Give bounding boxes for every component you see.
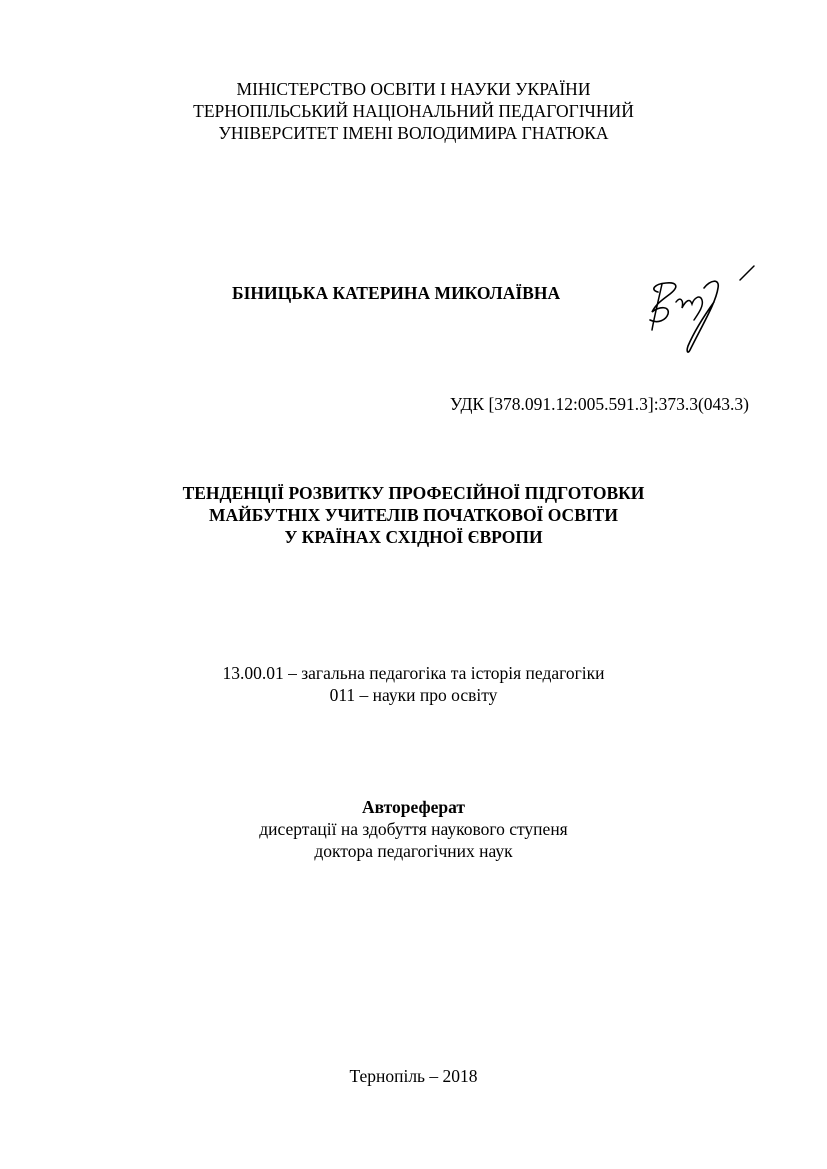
specialties [0, 662, 827, 706]
document-type-heading: Автореферат [362, 797, 465, 817]
ministry-line-3: УНІВЕРСИТЕТ ІМЕНІ ВОЛОДИМИРА ГНАТЮКА [218, 123, 609, 143]
document-type-line-2: доктора педагогічних наук [314, 841, 513, 861]
signature-icon [640, 262, 760, 357]
ministry-line-1: МІНІСТЕРСТВО ОСВІТИ І НАУКИ УКРАЇНИ [236, 79, 591, 99]
title-line-1: ТЕНДЕНЦІЇ РОЗВИТКУ ПРОФЕСІЙНОЇ ПІДГОТОВКИ [182, 483, 645, 503]
place-and-year: Тернопіль – 2018 [349, 1066, 478, 1086]
ministry-line-2: ТЕРНОПІЛЬСЬКИЙ НАЦІОНАЛЬНИЙ ПЕДАГОГІЧНИЙ [193, 101, 634, 121]
specialty-1: 13.00.01 – загальна педагогіка та історія педагогіки [222, 663, 605, 683]
dissertation-title [0, 482, 827, 548]
title-line-3: У КРАЇНАХ СХІДНОЇ ЄВРОПИ [284, 527, 543, 547]
author-name: БІНИЦЬКА КАТЕРИНА МИКОЛАЇВНА [232, 283, 561, 303]
document-type-line-1: дисертації на здобуття наукового ступеня [259, 819, 568, 839]
document-type [0, 796, 827, 862]
udc-code: УДК [378.091.12:005.591.3]:373.3(043.3) [449, 394, 749, 414]
specialty-2: 011 – науки про освіту [329, 685, 498, 705]
ministry-header [0, 78, 827, 144]
title-line-2: МАЙБУТНІХ УЧИТЕЛІВ ПОЧАТКОВОЇ ОСВІТИ [209, 505, 618, 525]
